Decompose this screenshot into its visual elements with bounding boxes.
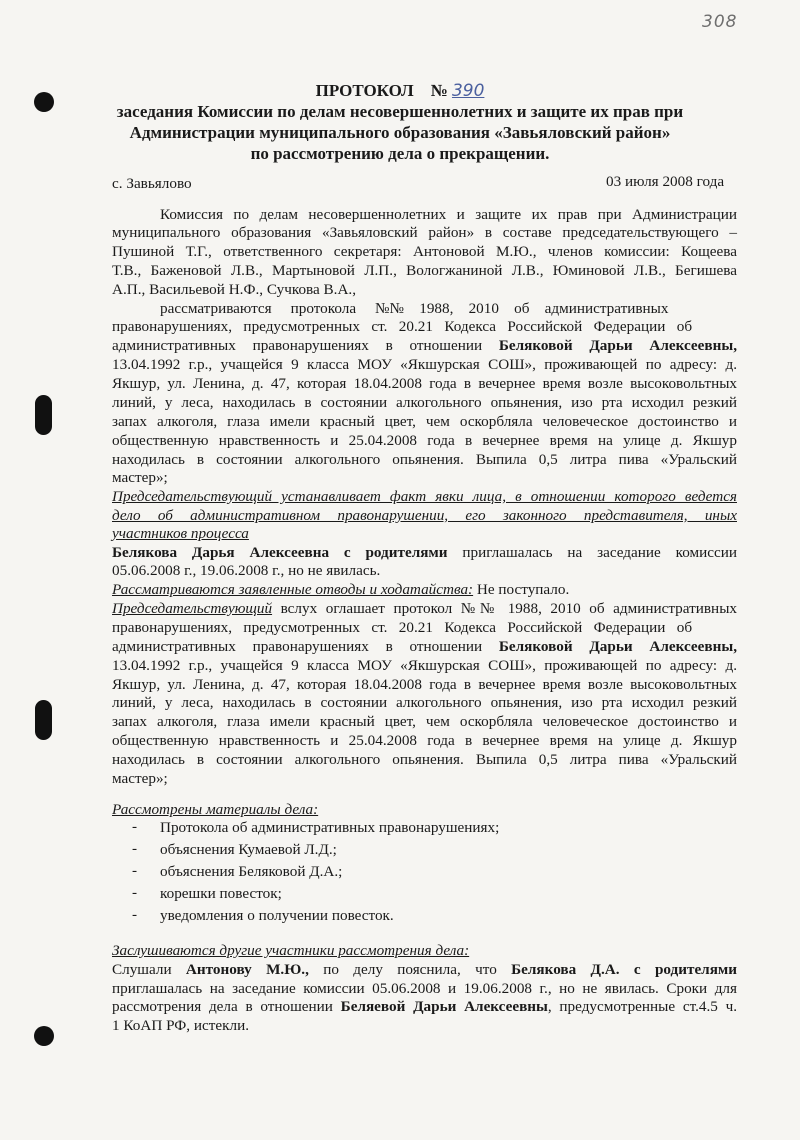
protocol-title — [0, 80, 800, 102]
p4-line-5: Якшур, ул. Ленина, д. 47, которая 18.04.2008 года в вечернее время возле высоковольтных — [112, 676, 737, 693]
p2-line-1: рассматриваются протокола №№ 1988, 2010 об административных — [160, 300, 669, 317]
chair-fact-line-3: участников процесса — [112, 525, 249, 542]
p4-line-4: 13.04.1992 г.р., учащейся 9 класса МОУ «Якшурская СОШ», проживающей по адресу: д. — [112, 657, 737, 674]
others-speaker: Антонову М.Ю., — [185, 961, 309, 978]
p2-line-9: находилась в состоянии алкогольного опьянения. Выпила 0,5 литра пива «Уральский — [112, 451, 737, 468]
p4-line-1-text: вслух оглашает протокол №№ 1988, 2010 об административных — [272, 600, 737, 617]
others-line-2: приглашалась на заседание комиссии 05.06.2008 и 19.06.2008 г., но не явилась. Сроки для — [112, 980, 737, 997]
p4-line-7: запах алкоголя, глаза имели красный цвет, чем оскорбляла человеческое достоинство и — [112, 713, 737, 730]
handwritten-page-number: 308 — [702, 12, 738, 32]
p4-line-2: правонарушениях, предусмотренных ст. 20.21 Кодекса Российской Федерации об — [112, 619, 693, 636]
protocol-number-handwritten: 390 — [451, 81, 485, 101]
p4-chair-label: Председательствующий — [112, 600, 273, 617]
materials-dash-2: - — [132, 840, 138, 857]
materials-dash-5: - — [132, 906, 138, 923]
p3-invited-text: приглашалась на заседание комиссии — [447, 544, 737, 561]
p3-line-1 — [112, 544, 737, 562]
others-heard-text: Слушали — [112, 961, 186, 978]
p3-person-with-parents: Белякова Дарья Алексеевна с родителями — [112, 544, 448, 561]
motions-label: Рассматриваются заявленные отводы и ходатайства: — [112, 581, 474, 598]
p4-line-3-text: административных правонарушениях в отношении — [112, 638, 499, 655]
date: 03 июля 2008 года — [606, 173, 725, 190]
p4-person-name: Беляковой Дарьи Алексеевны, — [498, 638, 737, 655]
p4-line-1 — [112, 600, 737, 618]
materials-dash-4: - — [132, 884, 138, 901]
others-line-3-rest: , предусмотренные ст.4.5 ч. — [547, 998, 738, 1015]
materials-dash-3: - — [132, 862, 138, 879]
p2-line-2: правонарушениях, предусмотренных ст. 20.21 Кодекса Российской Федерации об — [112, 318, 693, 335]
motions-value: Не поступало. — [473, 581, 570, 598]
p1-line-2: муниципального образования «Завьяловский район» в составе председательствующего – — [112, 224, 737, 241]
punch-hole-upper-middle — [35, 395, 52, 435]
p2-line-4: 13.04.1992 г.р., учащейся 9 класса МОУ «Якшурская СОШ», проживающей по адресу: д. — [112, 356, 737, 373]
p1-line-4: Т.В., Баженовой Л.В., Мартыновой Л.П., Вологжаниной Л.В., Юминовой Л.В., Бегишева — [112, 262, 737, 279]
materials-item-2: объяснения Кумаевой Л.Д.; — [160, 841, 337, 858]
materials-item-4: корешки повесток; — [160, 885, 282, 902]
number-sign: № — [430, 81, 448, 100]
p4-line-3 — [112, 638, 737, 656]
p2-line-3-text: административных правонарушениях в отношении — [112, 337, 499, 354]
others-line-1 — [112, 961, 737, 979]
others-label: Заслушиваются другие участники рассмотрения дела: — [112, 942, 470, 959]
others-line-4: 1 КоАП РФ, истекли. — [112, 1017, 249, 1034]
others-explained-text: по делу пояснила, что — [308, 961, 512, 978]
p4-line-8: общественную нравственность и 25.04.2008 года в вечернее время на улице д. Якшур — [112, 732, 737, 749]
materials-item-3: объяснения Беляковой Д.А.; — [160, 863, 343, 880]
chair-fact-line-1: Председательствующий устанавливает факт явки лица, в отношении которого ведется — [112, 488, 737, 505]
p1-line-3: Пушиной Т.Г., ответственного секретаря: Антоновой М.Ю., членов комиссии: Кощеева — [112, 243, 737, 260]
p4-line-6: линий, у леса, находилась в состоянии алкогольного опьянения, изо рта исходил резкий — [112, 694, 737, 711]
others-line-3-text: рассмотрения дела в отношении — [112, 998, 341, 1015]
p2-line-6: линий, у леса, находилась в состоянии алкогольного опьянения, изо рта исходил резкий — [112, 394, 737, 411]
p1-line-5: А.П., Васильевой Н.Ф., Сучкова В.А., — [112, 281, 357, 298]
punch-hole-lower-middle — [35, 700, 52, 740]
materials-label: Рассмотрены материалы дела: — [112, 801, 319, 818]
p2-line-8: общественную нравственность и 25.04.2008 года в вечернее время на улице д. Якшур — [112, 432, 737, 449]
p1-line-1: Комиссия по делам несовершеннолетних и защите их прав при Администрации — [160, 206, 737, 223]
p2-line-3 — [112, 337, 737, 355]
p2-line-5: Якшур, ул. Ленина, д. 47, которая 18.04.2008 года в вечернее время возле высоковольтных — [112, 375, 737, 392]
p2-line-7: запах алкоголя, глаза имели красный цвет, чем оскорбляла человеческое достоинство и — [112, 413, 737, 430]
p2-line-10: мастер»; — [112, 469, 168, 486]
materials-item-1: Протокола об административных правонарушениях; — [160, 819, 500, 836]
motions-line — [112, 581, 737, 599]
chair-fact-line-2: дело об административном правонарушении, его законного представителя, иных — [112, 507, 737, 524]
place: с. Завьялово — [112, 175, 192, 192]
p3-line-2: 05.06.2008 г., 19.06.2008 г., но не явилась. — [112, 562, 381, 579]
header-line-4: по рассмотрению дела о прекращении. — [250, 144, 550, 163]
protocol-label: ПРОТОКОЛ — [315, 81, 414, 100]
materials-dash-1: - — [132, 818, 138, 835]
p2-person-name: Беляковой Дарьи Алексеевны, — [498, 337, 737, 354]
p4-line-10: мастер»; — [112, 770, 168, 787]
punch-hole-bottom — [34, 1026, 54, 1046]
header-line-3: Администрации муниципального образования «Завьяловский район» — [129, 123, 671, 142]
p4-line-9: находилась в состоянии алкогольного опьянения. Выпила 0,5 литра пива «Уральский — [112, 751, 737, 768]
others-line-3 — [112, 998, 737, 1016]
others-person-name: Беляевой Дарьи Алексеевны — [340, 998, 548, 1015]
others-person-with-parents: Белякова Д.А. с родителями — [511, 961, 738, 978]
materials-item-5: уведомления о получении повесток. — [160, 907, 394, 924]
header-line-2: заседания Комиссии по делам несовершеннолетних и защите их прав при — [116, 102, 684, 121]
